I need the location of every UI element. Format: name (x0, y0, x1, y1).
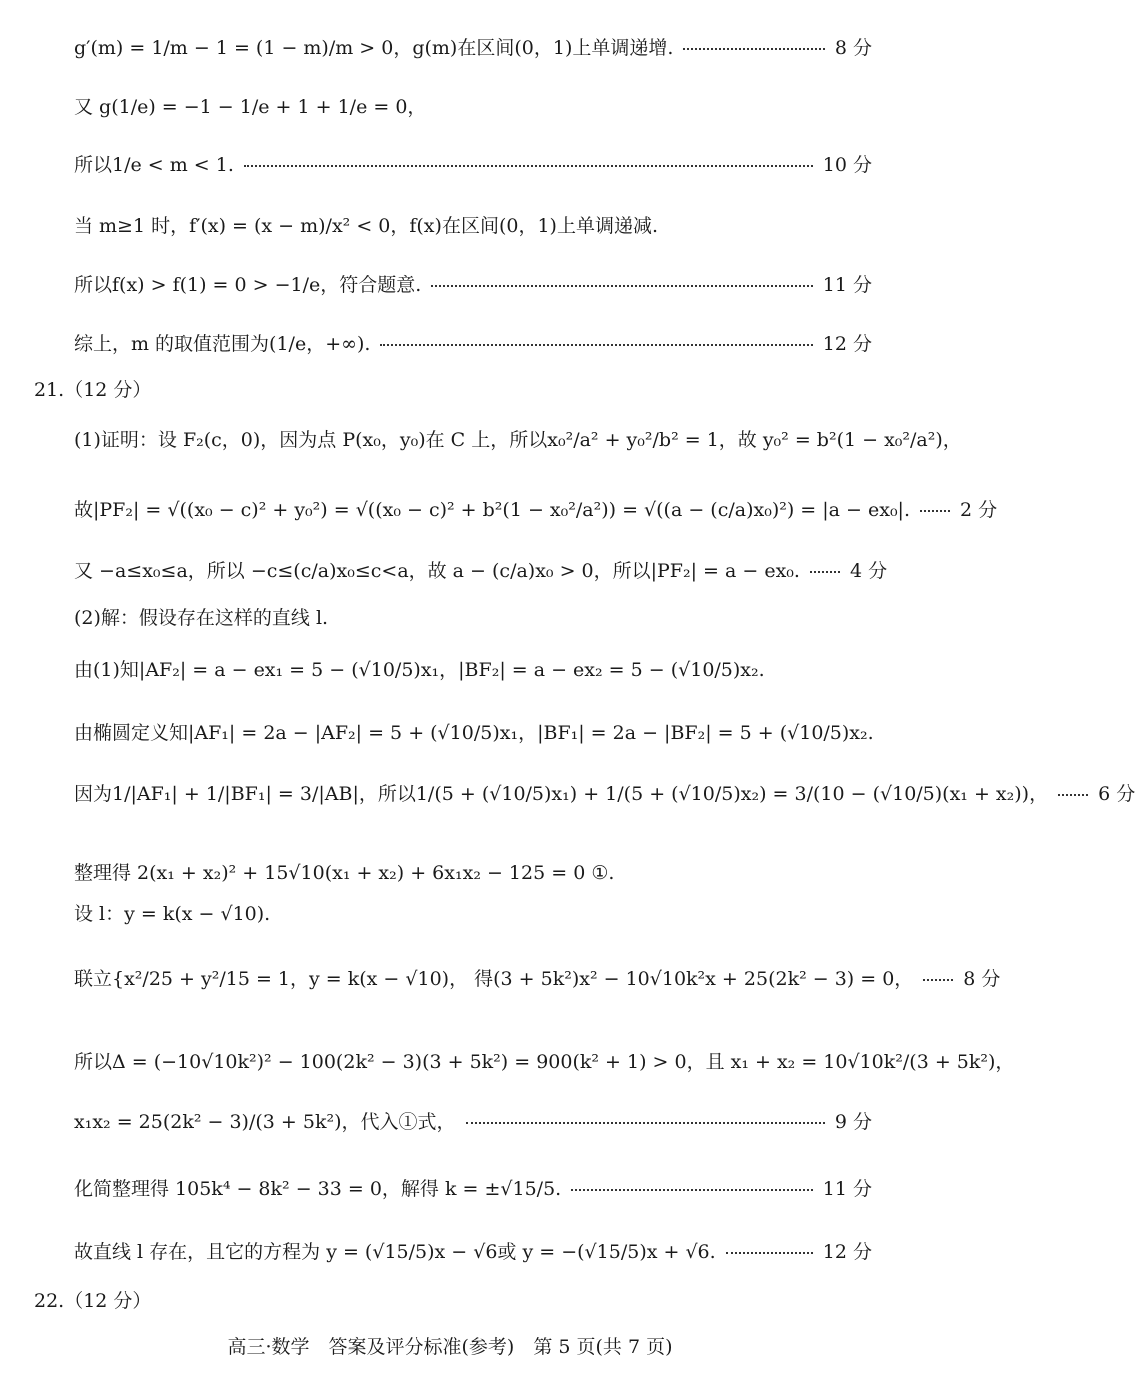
dot-leader (726, 1252, 813, 1254)
solution-line (74, 892, 872, 932)
solution-line (74, 772, 1135, 812)
formula-text: 所以Δ = (−10√10k²)² − 100(2k² − 3)(3 + 5k²) = 900(k² + 1) > 0，且 x₁ + x₂ = 10√10k²/(3 + 5k²)， (74, 1050, 1015, 1073)
solution-line (74, 648, 872, 688)
dot-leader (431, 285, 812, 287)
solution-line (74, 1167, 872, 1207)
formula-text: 故直线 l 存在，且它的方程为 y = (√15/5)x − √6或 y = −(√15/5)x + √6. (74, 1240, 716, 1263)
score-mark: 4 分 (849, 559, 888, 582)
dot-leader (923, 979, 953, 981)
score-mark: 9 分 (834, 1110, 872, 1133)
solution-line (74, 1230, 872, 1270)
formula-text: 综上，m 的取值范围为(1/e，+∞). (74, 332, 371, 355)
formula-text: 所以f(x) > f(1) = 0 > −1/e，符合题意. (74, 273, 422, 296)
solution-line (74, 851, 872, 891)
score-mark: 2 分 (960, 498, 998, 521)
formula-text: 故|PF₂| = √((x₀ − c)² + y₀²) = √((x₀ − c)² + b²(1 − x₀²/a²)) = √((a − (c/a)x₀)²) = |a − ex₀|. (74, 498, 911, 521)
dot-leader (244, 165, 813, 167)
solution-line (74, 957, 1001, 997)
page-footer: 高三·数学 答案及评分标准(参考) 第 5 页(共 7 页) (227, 1336, 673, 1358)
solution-line (74, 143, 872, 183)
solution-line (74, 1040, 1015, 1080)
solution-line (74, 418, 962, 458)
score-mark: 8 分 (963, 967, 1001, 990)
score-mark: 10 分 (822, 153, 872, 176)
question-number: 22.（12 分） (34, 1289, 152, 1312)
solution-line (74, 596, 872, 636)
solution-line (74, 488, 998, 528)
formula-text: 又 g(1/e) = −1 − 1/e + 1 + 1/e = 0， (74, 95, 427, 118)
formula-text: 由(1)知|AF₂| = a − ex₁ = 5 − (√10/5)x₁，|BF₂| = a − ex₂ = 5 − (√10/5)x₂. (74, 658, 765, 681)
solution-line (74, 1100, 872, 1140)
question-heading (34, 1279, 872, 1319)
solution-line (74, 322, 872, 362)
formula-text: 整理得 2(x₁ + x₂)² + 15√10(x₁ + x₂) + 6x₁x₂ − 125 = 0 ①. (74, 861, 615, 884)
score-mark: 8 分 (834, 36, 872, 59)
dot-leader (380, 344, 812, 346)
score-mark: 11 分 (822, 273, 872, 296)
solution-line (74, 549, 888, 589)
score-mark: 12 分 (822, 332, 872, 355)
dot-leader (466, 1122, 825, 1124)
score-mark: 6 分 (1098, 782, 1135, 805)
score-mark: 11 分 (822, 1177, 872, 1200)
formula-text: (1)证明：设 F₂(c，0)，因为点 P(x₀，y₀)在 C 上，所以x₀²/a² + y₀²/b² = 1，故 y₀² = b²(1 − x₀²/a²)， (74, 428, 962, 451)
score-mark: 12 分 (822, 1240, 872, 1263)
formula-text: g′(m) = 1/m − 1 = (1 − m)/m > 0，g(m)在区间(0，1)上单调递增. (74, 36, 674, 59)
solution-line (74, 204, 872, 244)
formula-text: x₁x₂ = 25(2k² − 3)/(3 + 5k²)，代入①式， (74, 1110, 456, 1133)
dot-leader (920, 510, 950, 512)
dot-leader (1058, 794, 1088, 796)
formula-text: 由椭圆定义知|AF₁| = 2a − |AF₂| = 5 + (√10/5)x₁，|BF₁| = 2a − |BF₂| = 5 + (√10/5)x₂. (74, 721, 874, 744)
question-heading (34, 368, 872, 408)
formula-text: 设 l：y = k(x − √10). (74, 902, 271, 925)
formula-text: 当 m≥1 时，f′(x) = (x − m)/x² < 0，f(x)在区间(0，1)上单调递减. (74, 214, 658, 237)
formula-text: 所以1/e < m < 1. (74, 153, 234, 176)
solution-line (74, 711, 872, 751)
question-number: 21.（12 分） (34, 378, 152, 401)
formula-text: 又 −a≤x₀≤a，所以 −c≤(c/a)x₀≤c<a，故 a − (c/a)x₀ > 0，所以|PF₂| = a − ex₀. (74, 559, 800, 582)
formula-text: 化简整理得 105k⁴ − 8k² − 33 = 0，解得 k = ±√15/5. (74, 1177, 562, 1200)
dot-leader (571, 1189, 813, 1191)
formula-text: 联立{x²/25 + y²/15 = 1，y = k(x − √10)， 得(3 + 5k²)x² − 10√10k²x + 25(2k² − 3) = 0， (74, 967, 914, 990)
dot-leader (683, 48, 824, 50)
solution-line (74, 85, 872, 125)
formula-text: (2)解：假设存在这样的直线 l. (74, 606, 329, 629)
formula-text: 因为1/|AF₁| + 1/|BF₁| = 3/|AB|，所以1/(5 + (√10/5)x₁) + 1/(5 + (√10/5)x₂) = 3/(10 − (√10/5)(x₁ + x₂))， (74, 782, 1049, 805)
dot-leader (810, 571, 840, 573)
solution-line (74, 263, 872, 303)
solution-line (74, 26, 872, 66)
